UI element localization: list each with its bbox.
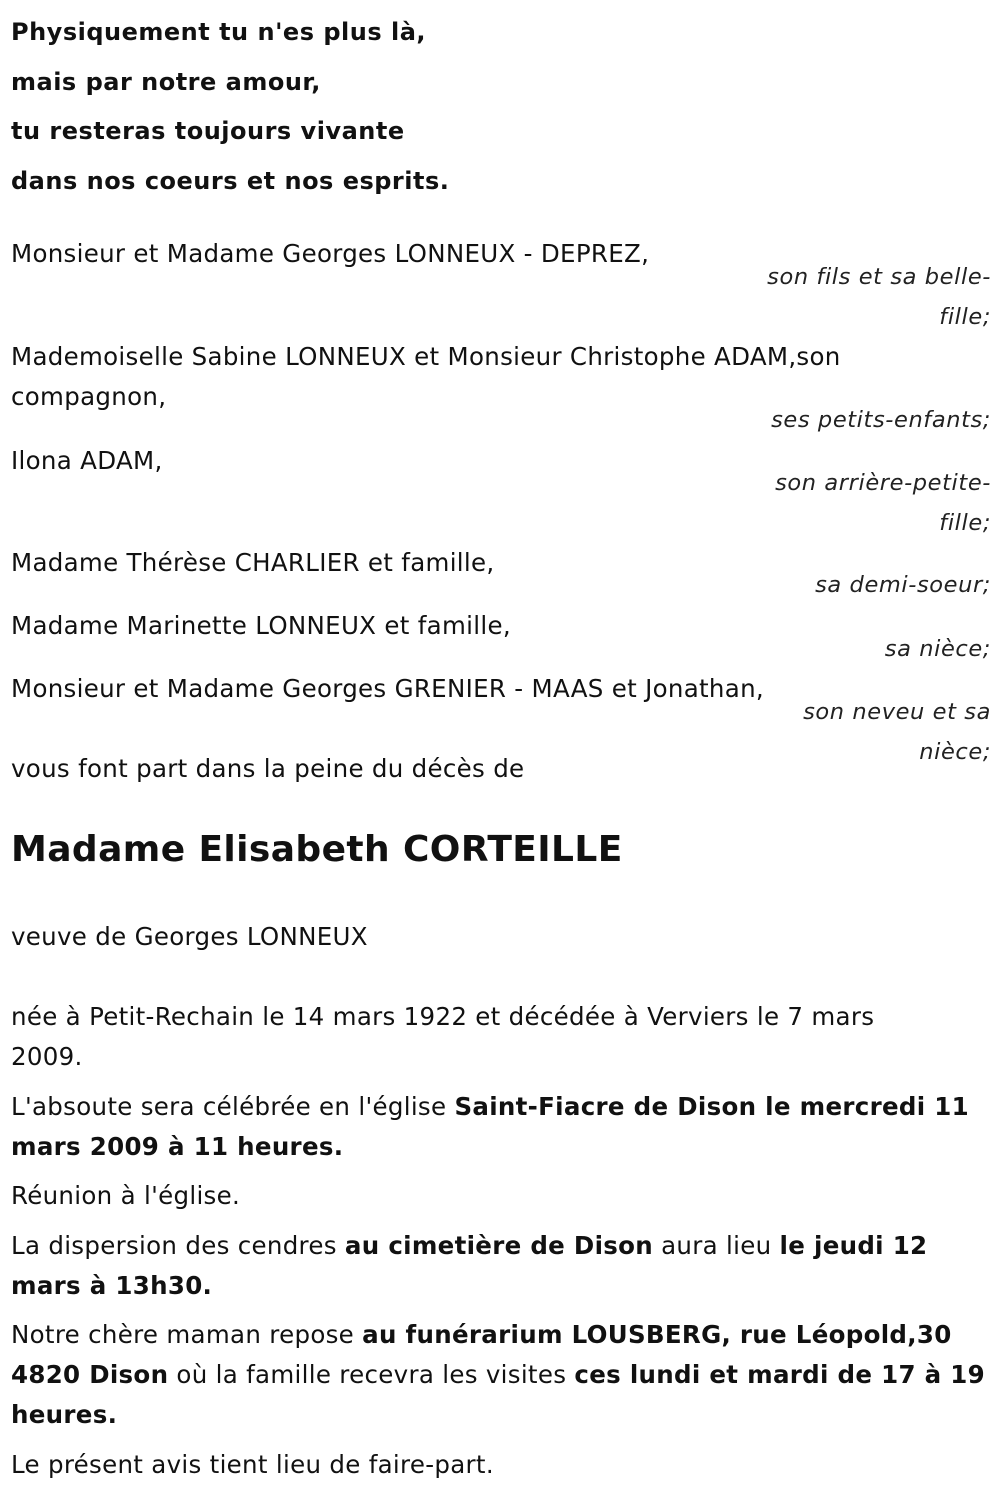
- family-name: Monsieur et Madame Georges LONNEUX - DEPREZ,: [11, 239, 650, 268]
- family-name: Ilona ADAM,: [11, 446, 163, 475]
- repose-paragraph: Notre chère maman repose au funérarium LOUSBERG, rue Léopold,30 4820 Dison où la famille recevra les visites ces lundi et mardi de 17 à 19 heures.: [11, 1320, 986, 1429]
- poem-line: dans nos coeurs et nos esprits.: [11, 166, 450, 195]
- family-relation: sa nièce;: [884, 636, 991, 662]
- poem-line: Physiquement tu n'es plus là,: [11, 18, 427, 46]
- widow-of: veuve de Georges LONNEUX: [11, 922, 368, 951]
- family-name: Monsieur et Madame Georges GRENIER - MAAS et Jonathan,: [11, 674, 764, 703]
- family-name: Madame Thérèse CHARLIER et famille,: [11, 548, 495, 577]
- deceased-name: Madame Elisabeth CORTEILLE: [11, 829, 623, 870]
- family-name: Mademoiselle Sabine LONNEUX et Monsieur Christophe ADAM,son compagnon,: [11, 342, 841, 411]
- dispersion-paragraph: La dispersion des cendres au cimetière de Dison aura lieu le jeudi 12 mars à 13h30.: [11, 1231, 928, 1300]
- reunion: Réunion à l'église.: [11, 1181, 241, 1210]
- family-relation: son arrière-petite- fille;: [775, 470, 991, 536]
- closing: Le présent avis tient lieu de faire-part.: [11, 1450, 494, 1479]
- family-relation: sa demi-soeur;: [815, 572, 991, 598]
- announcement: vous font part dans la peine du décès de: [11, 754, 525, 783]
- poem-line: tu resteras toujours vivante: [11, 117, 405, 145]
- family-relation: ses petits-enfants;: [771, 407, 991, 433]
- family-relation: son fils et sa belle- fille;: [767, 264, 991, 330]
- family-relation: son neveu et sa nièce;: [803, 699, 991, 765]
- family-name: Madame Marinette LONNEUX et famille,: [11, 611, 511, 640]
- poem-line: mais par notre amour,: [11, 67, 321, 96]
- birth-death: née à Petit-Rechain le 14 mars 1922 et décédée à Verviers le 7 mars 2009.: [11, 1002, 875, 1071]
- poem: [11, 8, 911, 206]
- absoute-paragraph: L'absoute sera célébrée en l'église Saint-Fiacre de Dison le mercredi 11 mars 2009 à 11 heures.: [11, 1092, 969, 1161]
